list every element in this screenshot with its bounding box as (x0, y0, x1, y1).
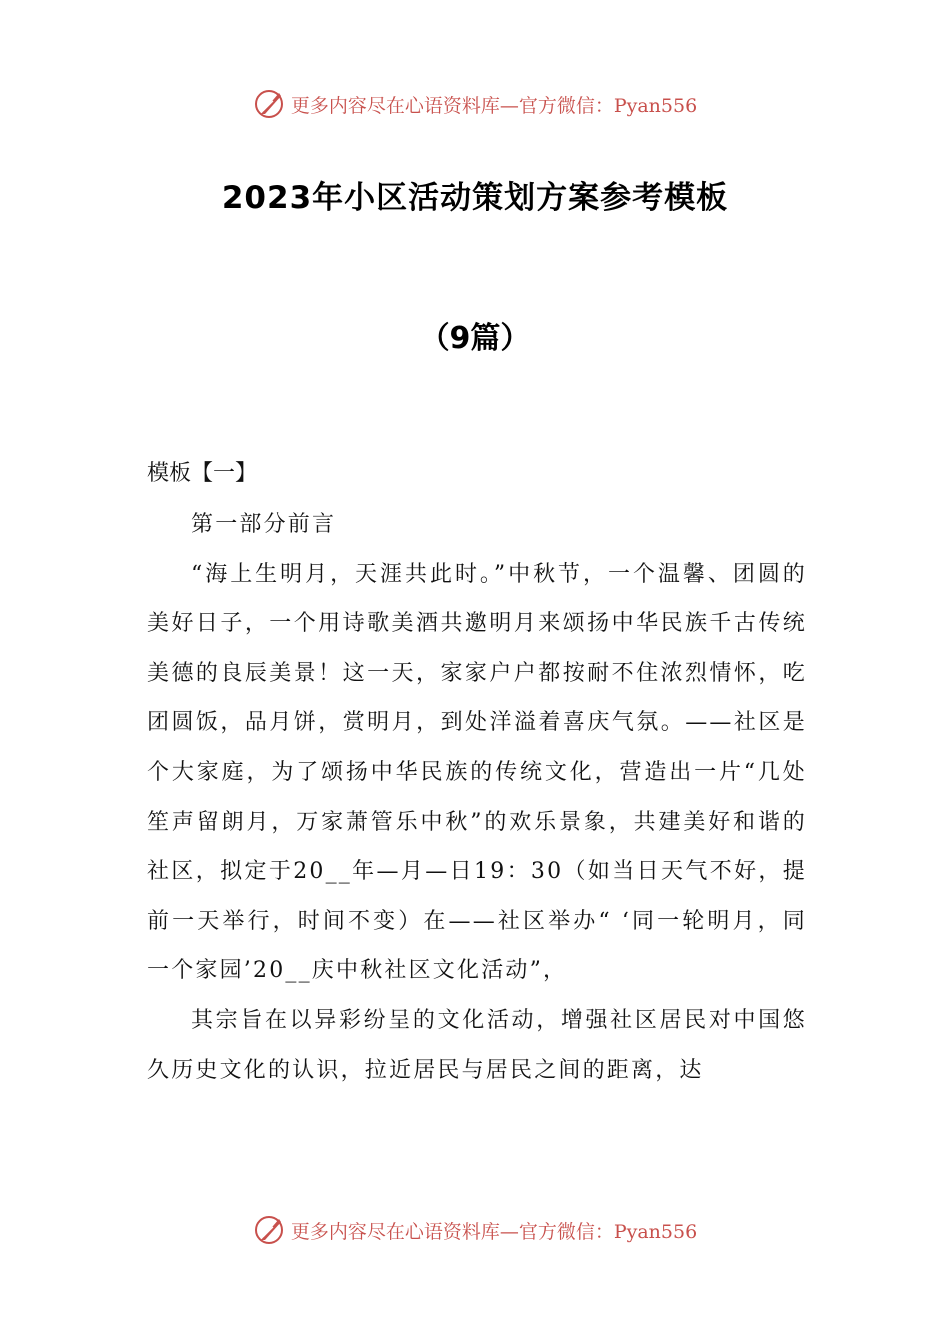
quill-logo-icon (253, 1213, 287, 1247)
wechat-id: Pyan556 (613, 94, 698, 117)
quill-logo-icon (253, 87, 287, 121)
document-subtitle: （9篇） (419, 321, 531, 356)
paragraph: 其宗旨在以异彩纷呈的文化活动，增强社区居民对中国悠久历史文化的认识，拉近居民与居民之间的距离，达 (147, 1007, 807, 1083)
watermark-banner-top (0, 84, 950, 124)
watermark-banner-bottom (0, 1210, 950, 1250)
document-body (147, 500, 807, 1095)
document-title: 2023年小区活动策划方案参考模板 (221, 180, 729, 216)
watermark-text: 更多内容尽在心语资料库—官方微信：Pyan556 (290, 1220, 698, 1243)
paragraph: “海上生明月，天涯共此时。”中秋节，一个温馨、团圆的美好日子，一个用诗歌美酒共邀明月来颂扬中华民族千古传统美德的良辰美景！这一天，家家户户都按耐不住浓烈情怀，吃团圆饭，品月饼，赏明月，到处洋溢着喜庆气氛。——社区是个大家庭，为了颂扬中华民族的传统文化，营造出一片“几处笙声留朗月，万家萧管乐中秋”的欢乐景象，共建美好和谐的社区，拟定于20__年—月—日19：30（如当日天气不好，提前一天举行，时间不变）在——社区举办“ ‘同一轮明月，同一个家园’20__庆中秋社区文化活动”， (147, 561, 807, 984)
wechat-id: Pyan556 (613, 1220, 698, 1243)
section-label: 模板【一】 (147, 461, 258, 486)
paragraph-heading: 第一部分前言 (191, 512, 337, 537)
watermark-text: 更多内容尽在心语资料库—官方微信：Pyan556 (290, 94, 698, 117)
